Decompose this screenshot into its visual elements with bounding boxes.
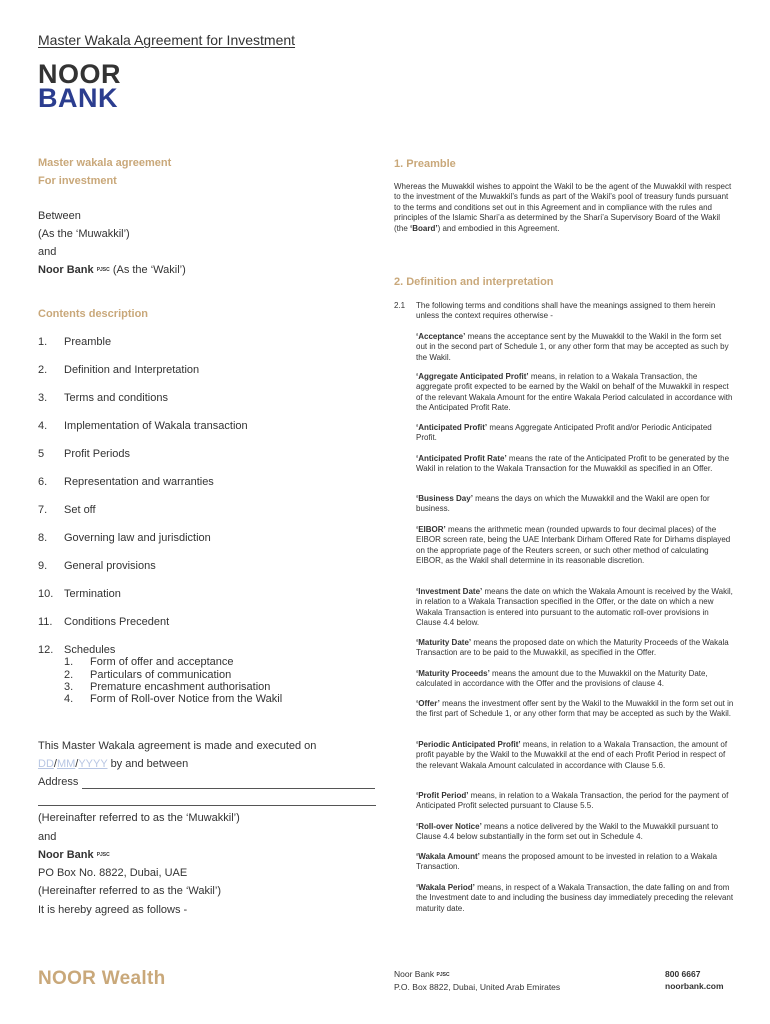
schedule-item-number: 2. — [64, 669, 74, 681]
agreement-heading-line1: Master wakala agreement — [38, 157, 172, 169]
footer-bank-line — [394, 968, 560, 981]
contents-item-label: Terms and conditions — [64, 392, 168, 404]
definition-text: means the investment offer sent by the Wakil to the Muwakkil in the form set out in the first part of Schedule 1, or any other form that may be accepted as such by the Wakil. — [416, 699, 734, 719]
definition-text: means, in relation to a Wakala Transaction, the amount of profit payable by the Wakil to the Muwakkil at the end of each Profit Period in respect of the relevant Wakala Amount calculated in accordance with Clause 5.6. — [416, 740, 728, 770]
definition-profit-period — [416, 791, 734, 812]
contents-item-number: 10. — [38, 588, 54, 600]
definition-term: ‘Profit Period’ — [416, 791, 469, 800]
pjsc-label-2: PJSC — [96, 852, 110, 859]
contents-item-label: Set off — [64, 504, 96, 516]
definition-anticipated-profit — [416, 423, 734, 444]
contents-item-number: 9. — [38, 560, 48, 572]
date-day-field[interactable]: DD — [38, 758, 54, 770]
definition-term: ‘Wakala Period’ — [416, 883, 475, 892]
definition-text: means the days on which the Muwakkil and the Wakil are open for business. — [416, 494, 710, 514]
document-title: Master Wakala Agreement for Investment — [38, 32, 296, 48]
definition-term: ‘Anticipated Profit’ — [416, 423, 488, 432]
wakil-party-line — [38, 264, 186, 276]
definition-maturity-date — [416, 638, 734, 659]
muwakkil-party: (As the ‘Muwakkil’) — [38, 228, 130, 240]
noor-bank-logo — [38, 59, 121, 113]
and-text-2: and — [38, 831, 57, 843]
definition-text: means the amount due to the Muwakkil on the Maturity Date, calculated in accordance with the Offer and the provisions of clause 4. — [416, 669, 708, 689]
wakil-party: (As the ‘Wakil’) — [112, 264, 186, 276]
definition-anticipated-profit-rate — [416, 454, 734, 475]
address-field-line-2[interactable] — [38, 805, 376, 806]
preamble-end: ) and embodied in this Agreement. — [437, 223, 560, 233]
contents-item-label: Conditions Precedent — [64, 616, 170, 628]
logo-line-noor: NOOR — [38, 59, 121, 89]
definition-term: ‘Periodic Anticipated Profit’ — [416, 740, 521, 749]
contents-item-number: 5 — [38, 448, 45, 460]
contents-item-number: 3. — [38, 392, 48, 404]
definition-term: ‘Maturity Proceeds’ — [416, 669, 490, 678]
executed-text: This Master Wakala agreement is made and executed on — [38, 740, 317, 752]
definition-heading: 2. Definition and interpretation — [394, 276, 554, 288]
definition-term: ‘Anticipated Profit Rate’ — [416, 454, 507, 463]
schedule-item-label: Form of offer and acceptance — [90, 656, 234, 668]
clause-text: The following terms and conditions shall have the meanings assigned to them herein unless the context requires otherwise - — [416, 301, 716, 321]
hereinafter-muwakkil: (Hereinafter referred to as the ‘Muwakkil’) — [38, 812, 240, 824]
definition-term: ‘Offer’ — [416, 699, 440, 708]
definition-periodic-anticipated-profit — [416, 740, 734, 771]
date-separator: / — [75, 758, 79, 770]
contents-item-label: Representation and warranties — [64, 476, 214, 488]
definition-text: means the date on which the Wakala Amount is received by the Wakil, in relation to a Wakala Transaction specified in the Offer, or the date on which a new Wakala Transaction is entered into pursuant to the automatic roll-over provisions in Clause 4.4 below. — [416, 587, 733, 628]
definition-text: means the acceptance sent by the Muwakkil to the Wakil in the form set out in the second part of Schedule 1, or any other form that may be accepted as such by the Wakil. — [416, 332, 729, 362]
schedule-item-label: Particulars of communication — [90, 669, 232, 681]
schedule-item-number: 1. — [64, 656, 74, 668]
definition-text: means the rate of the Anticipated Profit to be generated by the Wakil in relation to the Wakala Transaction for the Muwakkil as specified in an Offer. — [416, 454, 730, 474]
definition-text: means, in relation to a Wakala Transaction, the period for the payment of Anticipated Profit selected pursuant to Clause 5.5. — [416, 791, 729, 811]
definition-text: means the arithmetic mean (rounded upwards to four decimal places) of the EIBOR screen rate, being the UAE Interbank Dirham Offered Rate for Dirhams displayed on the appropriate page of the Reuters screen, or such other method of calculating EIBOR, as the Wakil shall determine in its reasonable discretion. — [416, 525, 731, 566]
schedule-item-label: Premature encashment authorisation — [90, 681, 271, 693]
contents-item-label: Schedules — [64, 644, 116, 656]
definition-maturity-proceeds — [416, 669, 734, 690]
definition-term: ‘Roll-over Notice’ — [416, 822, 482, 831]
address-label: Address — [38, 776, 79, 788]
definition-offer — [416, 699, 734, 720]
noor-wealth-logo: NOOR Wealth — [38, 968, 166, 989]
contents-item-label: Profit Periods — [64, 448, 131, 460]
preamble-paragraph — [394, 182, 734, 234]
definition-aggregate-anticipated-profit — [416, 372, 734, 414]
definition-term: ‘EIBOR’ — [416, 525, 446, 534]
definition-text: means the proposed amount to be invested in relation to a Wakala Transaction. — [416, 852, 718, 872]
contents-item-label: Definition and Interpretation — [64, 364, 200, 376]
agreed-text: It is hereby agreed as follows - — [38, 904, 188, 916]
definition-text: means, in respect of a Wakala Transaction, the date falling on and from the Investment date to and including the business day immediately preceding the relevant maturity date. — [416, 883, 734, 913]
definition-text: means a notice delivered by the Wakil to the Muwakkil pursuant to Clause 4.4 below substantially in the form set out in Schedule 4. — [416, 822, 719, 842]
definition-business-day — [416, 494, 734, 515]
footer-contact-block — [665, 968, 724, 992]
contents-item-label: Implementation of Wakala transaction — [64, 420, 248, 432]
bank-name: Noor Bank — [38, 264, 94, 276]
definition-acceptance — [416, 332, 734, 363]
agreement-heading-line2: For investment — [38, 175, 117, 187]
definition-term: ‘Wakala Amount’ — [416, 852, 480, 861]
pjsc-label: PJSC — [96, 267, 110, 274]
between-text: Between — [38, 210, 81, 222]
definition-term: ‘Investment Date’ — [416, 587, 483, 596]
definition-text: means the proposed date on which the Maturity Proceeds of the Wakala Transaction are to be paid to the Muwakkil, as specified in the Offer. — [416, 638, 729, 658]
po-box: PO Box No. 8822, Dubai, UAE — [38, 867, 188, 879]
schedule-item-number: 3. — [64, 681, 74, 693]
footer-bank-name: Noor Bank — [394, 969, 435, 979]
definition-term: ‘Acceptance’ — [416, 332, 466, 341]
contents-heading: Contents description — [38, 308, 149, 320]
and-text: and — [38, 246, 57, 258]
hereinafter-wakil: (Hereinafter referred to as the ‘Wakil’) — [38, 885, 221, 897]
contents-item-number: 8. — [38, 532, 48, 544]
footer-website[interactable]: noorbank.com — [665, 981, 724, 991]
contents-item-number: 2. — [38, 364, 48, 376]
contents-item-number: 1. — [38, 336, 48, 348]
clause-number: 2.1 — [394, 301, 406, 310]
bank-name-2: Noor Bank — [38, 849, 94, 861]
by-and-between-text: by and between — [110, 758, 189, 770]
date-line — [38, 758, 188, 770]
contents-item-number: 7. — [38, 504, 48, 516]
date-month-field[interactable]: MM — [56, 758, 76, 770]
preamble-board-term: ‘Board’ — [410, 223, 438, 233]
definition-wakala-amount — [416, 852, 734, 873]
bank-name-line — [38, 849, 110, 861]
definition-wakala-period — [416, 883, 734, 914]
address-field-line-1[interactable] — [82, 788, 375, 789]
definition-term: ‘Aggregate Anticipated Profit’ — [416, 372, 529, 381]
definition-term: ‘Maturity Date’ — [416, 638, 472, 647]
definition-roll-over-notice — [416, 822, 734, 843]
definition-term: ‘Business Day’ — [416, 494, 473, 503]
contents-item-label: Termination — [64, 588, 121, 600]
preamble-heading: 1. Preamble — [394, 158, 456, 170]
contents-item-label: Governing law and jurisdiction — [64, 532, 211, 544]
preamble-text: Whereas the Muwakkil wishes to appoint the Wakil to be the agent of the Muwakkil with respect to the investment of the Muwakkil’s funds as part of the Wakil’s pool of treasury funds pursuant to the terms and conditions set out in this Agreement and in compliance with the rules and principles of the Islamic Shari’a as determined by the Shari’a Supervisory Board of the Wakil (the — [394, 182, 732, 233]
definition-investment-date — [416, 587, 734, 629]
definition-eibor — [416, 525, 734, 567]
footer-pjsc: PJSC — [436, 971, 450, 978]
contents-item-number: 12. — [38, 644, 54, 656]
contents-item-number: 6. — [38, 476, 48, 488]
contents-item-number: 11. — [38, 616, 53, 628]
contents-item-label: General provisions — [64, 560, 156, 572]
footer-address-block — [394, 968, 560, 993]
footer-phone[interactable]: 800 6667 — [665, 969, 701, 979]
contents-item-label: Preamble — [64, 336, 112, 348]
logo-line-bank: BANK — [38, 83, 118, 113]
contents-item-number: 4. — [38, 420, 48, 432]
date-year-field[interactable]: YYYY — [78, 758, 108, 770]
schedule-item-number: 4. — [64, 693, 74, 705]
schedule-item-label: Form of Roll-over Notice from the Wakil — [90, 693, 283, 705]
footer-address: P.O. Box 8822, Dubai, United Arab Emirates — [394, 981, 561, 992]
definition-text: means Aggregate Anticipated Profit and/or Periodic Anticipated Profit. — [416, 423, 712, 443]
definition-text: means, in relation to a Wakala Transaction, the aggregate profit expected to be earned by the Wakil on behalf of the Muwakkil in respect of the relevant Wakala Amount for the entire Wakala Period calculated in accordance with the Anticipated Profit Rate. — [416, 372, 733, 413]
date-separator: / — [53, 758, 57, 770]
